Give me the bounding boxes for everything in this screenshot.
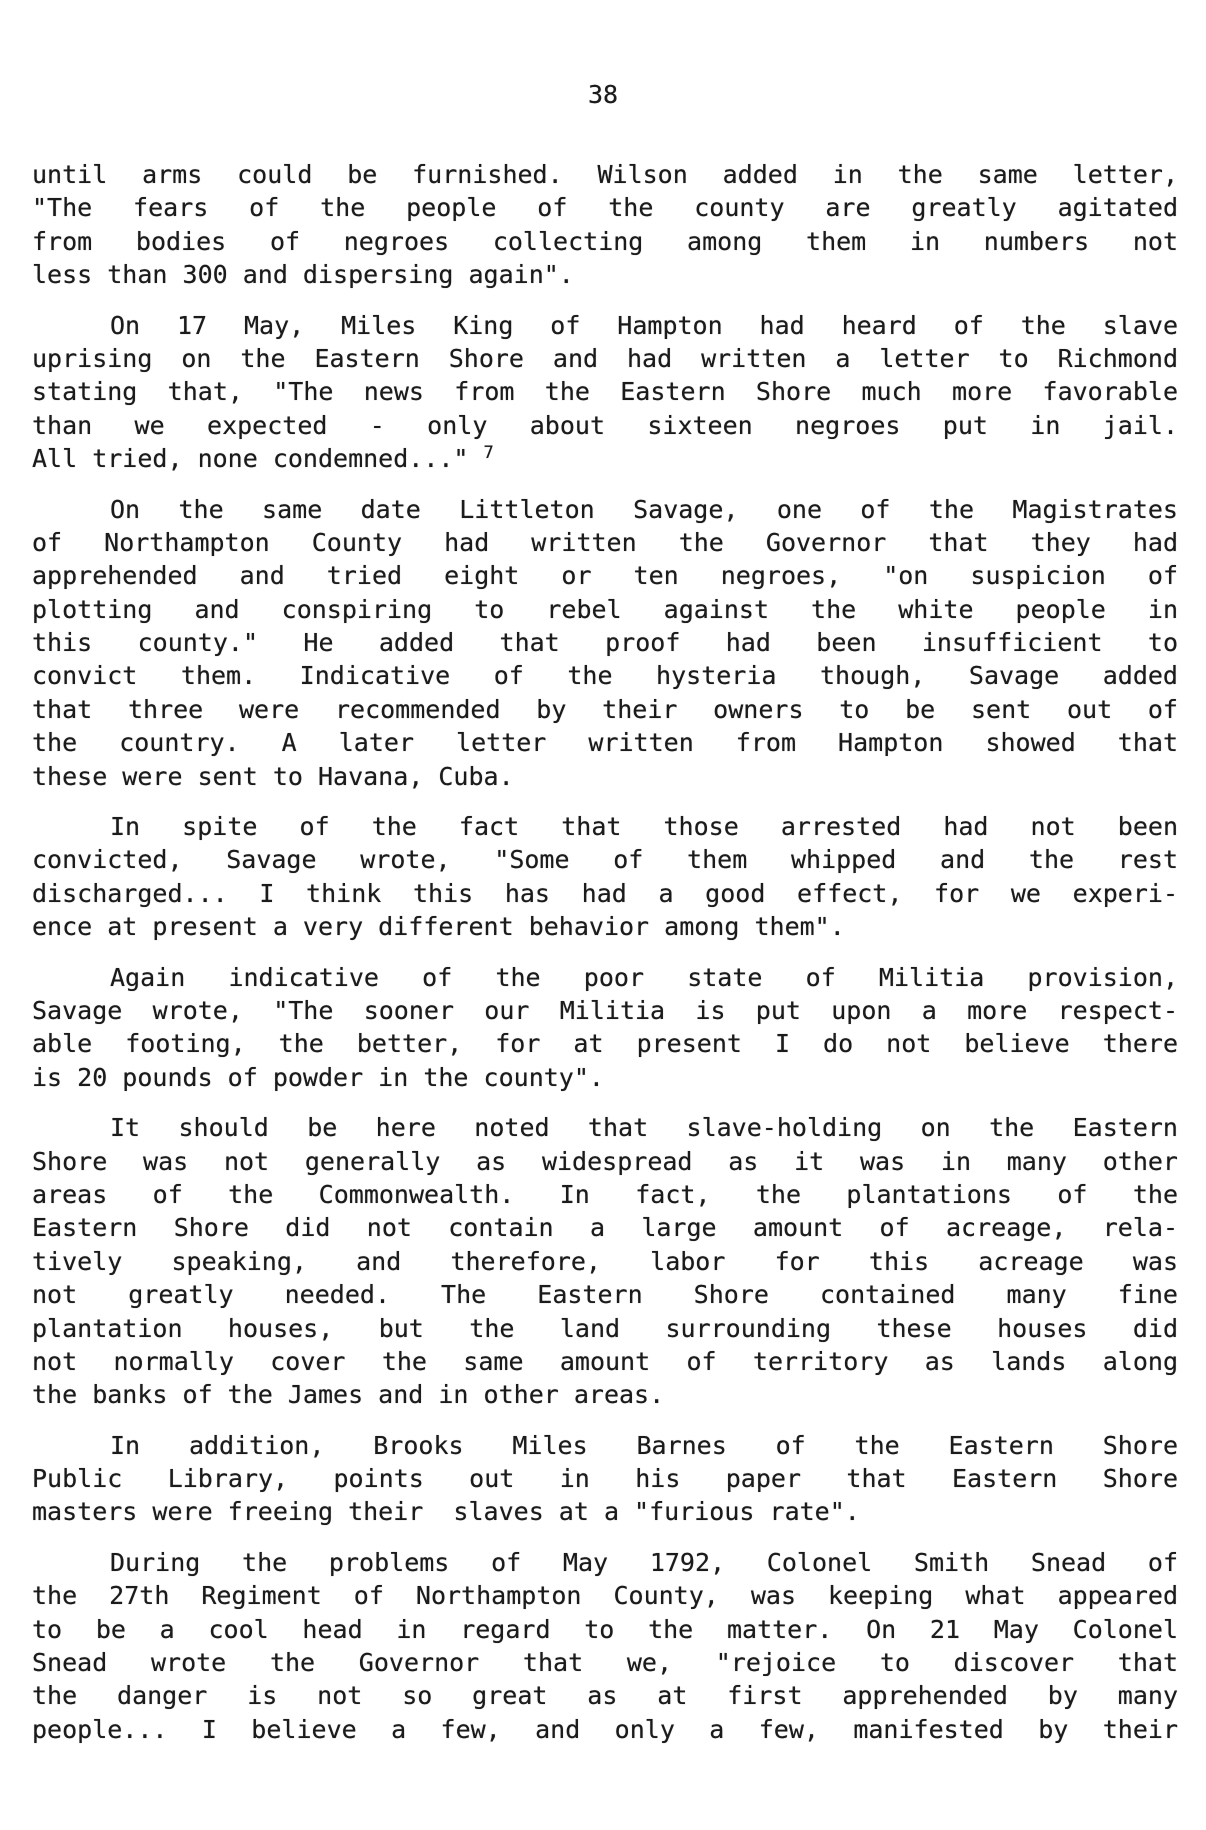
text-line: the banks of the James and in other areas.	[32, 1380, 665, 1410]
text-line: apprehended and tried eight or ten negroes, "on suspicion of	[32, 561, 1178, 591]
text-line: stating that, "The news from the Eastern Shore much more favorable	[32, 377, 1178, 407]
text-line: these were sent to Havana, Cuba.	[32, 761, 514, 791]
text-line: uprising on the Eastern Shore and had written a letter to Richmond	[32, 343, 1178, 373]
text-line: "The fears of the people of the county are greatly agitated	[32, 193, 1178, 223]
paragraph	[32, 493, 1178, 794]
text-line: On 17 May, Miles King of Hampton had heard of the slave	[110, 310, 1178, 340]
text-line: not greatly needed. The Eastern Shore contained many fine	[32, 1280, 1178, 1310]
text-line: areas of the Commonwealth. In fact, the plantations of the	[32, 1179, 1178, 1209]
paragraph	[32, 158, 1178, 292]
text-line: convicted, Savage wrote, "Some of them whipped and the rest	[32, 845, 1178, 875]
page-number: 38	[587, 80, 619, 109]
paragraph	[32, 810, 1178, 944]
text-line: Shore was not generally as widespread as it was in many other	[32, 1146, 1178, 1176]
paragraph	[32, 1546, 1178, 1746]
text-line: than we expected - only about sixteen negroes put in jail.	[32, 410, 1178, 440]
text-line: until arms could be furnished. Wilson added in the same letter,	[32, 160, 1178, 189]
text-line: this county." He added that proof had been insufficient to	[32, 628, 1178, 658]
text-line: that three were recommended by their owners to be sent out of	[32, 694, 1178, 724]
text-line: plantation houses, but the land surrounding these houses did	[32, 1313, 1178, 1343]
text-line: discharged... I think this has had a good effect, for we experi-	[32, 878, 1178, 908]
text-line: the 27th Regiment of Northampton County, was keeping what appeared	[32, 1581, 1178, 1611]
document-body	[32, 158, 1178, 1746]
text-line: Again indicative of the poor state of Militia provision,	[110, 962, 1178, 992]
footnote-marker: 7	[483, 443, 494, 464]
text-line: Eastern Shore did not contain a large amount of acreage, rela-	[32, 1213, 1178, 1243]
text-line: able footing, the better, for at present I do not believe there	[32, 1029, 1178, 1059]
text-line: the country. A later letter written from Hampton showed that	[32, 728, 1178, 758]
text-line: Savage wrote, "The sooner our Militia is put upon a more respect-	[32, 995, 1178, 1025]
text-line: During the problems of May 1792, Colonel Smith Snead of	[110, 1547, 1178, 1577]
text-line: Snead wrote the Governor that we, "rejoice to discover that	[32, 1648, 1178, 1678]
text-line: In addition, Brooks Miles Barnes of the Eastern Shore	[110, 1430, 1178, 1460]
text-line: the danger is not so great as at first apprehended by many	[32, 1681, 1178, 1711]
paragraph	[32, 309, 1178, 476]
paragraph	[32, 1429, 1178, 1529]
text-line: less than 300 and dispersing again".	[32, 260, 574, 290]
text-line: to be a cool head in regard to the matter. On 21 May Colonel	[32, 1614, 1178, 1644]
text-line: In spite of the fact that those arrested had not been	[110, 812, 1178, 842]
text-line: It should be here noted that slave-holding on the Eastern	[110, 1113, 1178, 1143]
text-line: not normally cover the same amount of territory as lands along	[32, 1346, 1178, 1376]
text-line: people... I believe a few, and only a few, manifested by their	[32, 1714, 1178, 1744]
text-line: Public Library, points out in his paper that Eastern Shore	[32, 1464, 1178, 1494]
text-line: tively speaking, and therefore, labor for this acreage was	[32, 1246, 1178, 1276]
text-line: masters were freeing their slaves at a "furious rate".	[32, 1497, 860, 1527]
text-line: plotting and conspiring to rebel against the white people in	[32, 594, 1178, 624]
paragraph	[32, 1111, 1178, 1412]
paragraph	[32, 961, 1178, 1095]
text-line: of Northampton County had written the Governor that they had	[32, 527, 1178, 557]
text-line: from bodies of negroes collecting among them in numbers not	[32, 226, 1178, 256]
text-line: is 20 pounds of powder in the county".	[32, 1062, 604, 1092]
text-line: On the same date Littleton Savage, one of the Magistrates	[110, 494, 1178, 524]
text-line: ence at present a very different behavior among them".	[32, 912, 845, 942]
text-line: convict them. Indicative of the hysteria though, Savage added	[32, 661, 1178, 691]
text-line: All tried, none condemned..." $^7$	[32, 443, 494, 474]
